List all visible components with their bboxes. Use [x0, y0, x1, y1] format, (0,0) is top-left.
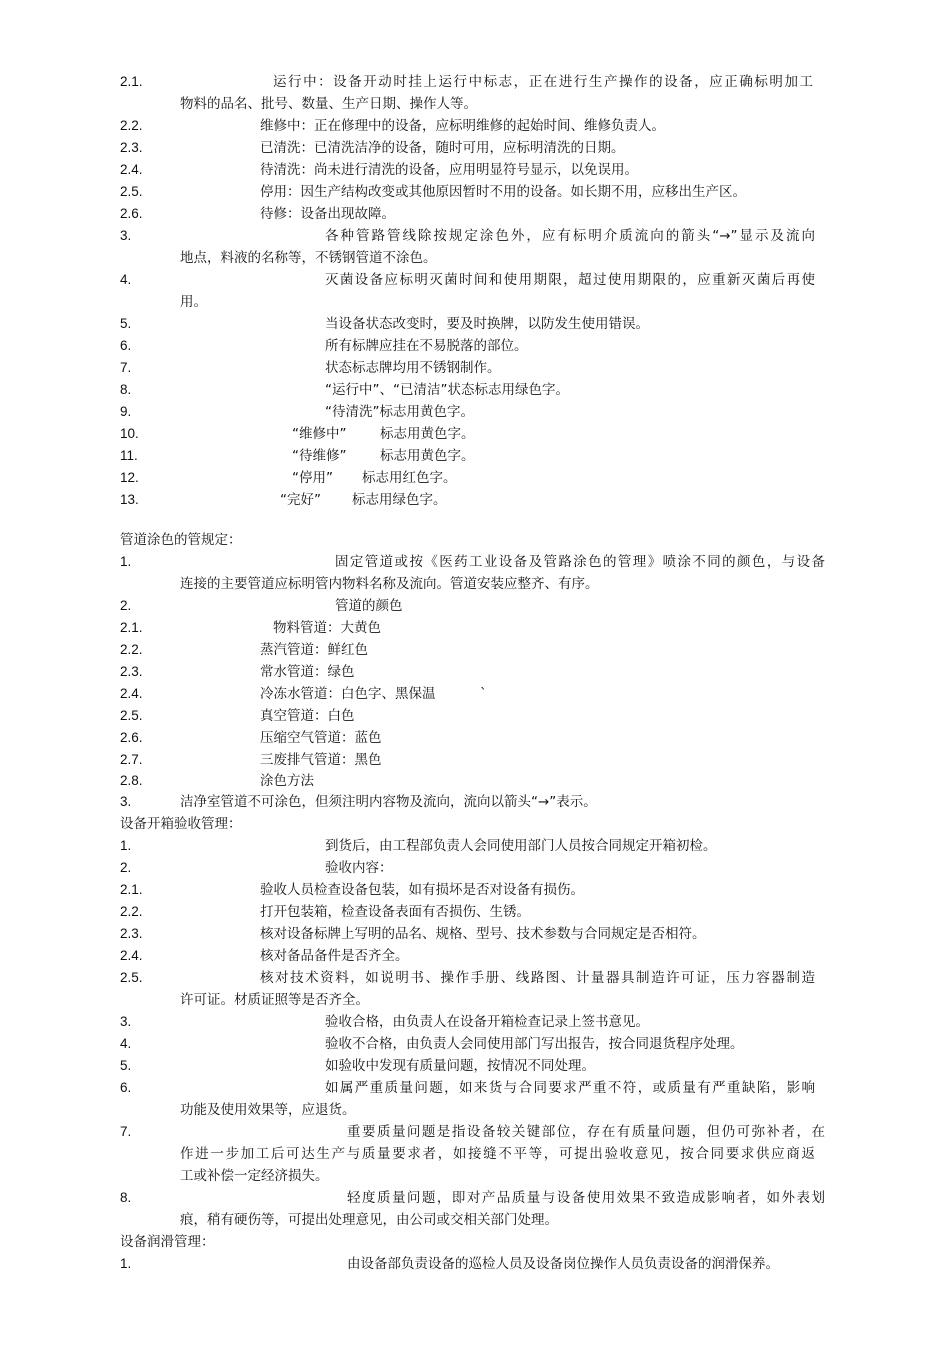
item-text: 轻度质量问题，即对产品质量与设备使用效果不致造成影响者，如外表划: [347, 1190, 825, 1206]
item-number: 8.: [120, 382, 132, 397]
item-text-continued: 许可证。材质证照等是否齐全。: [180, 992, 369, 1008]
section-heading-row: [0, 1232, 950, 1252]
item-number: 1.: [120, 838, 132, 853]
item-text-continued: 功能及使用效果等，应退货。: [180, 1102, 356, 1118]
item-number: 2.2.: [120, 904, 143, 919]
item-number: 2.3.: [120, 926, 143, 941]
item-text: “运行中”、“已清洁”状态标志用绿色字。: [325, 382, 569, 398]
list-item: [0, 380, 950, 400]
item-text: 真空管道：白色: [260, 708, 355, 724]
sign-name: “待维修”: [292, 448, 347, 464]
list-item: [0, 336, 950, 356]
item-number: 2.1.: [120, 620, 143, 635]
item-text: 核对备品备件是否齐全。: [260, 948, 409, 964]
list-item: [0, 1122, 950, 1142]
item-text: 验收合格，由负责人在设备开箱检查记录上签书意见。: [325, 1014, 649, 1030]
list-item: [0, 182, 950, 202]
item-number: 2.1.: [120, 74, 143, 89]
item-text: 三废排气管道：黑色: [260, 752, 382, 768]
list-item: [0, 424, 950, 444]
item-text: 如验收中发现有质量问题，按情况不同处理。: [325, 1058, 595, 1074]
item-text: 重要质量问题是指设备较关键部位，存在有质量问题，但仍可弥补者，在: [347, 1124, 825, 1140]
list-item-continuation: [0, 1166, 950, 1186]
item-number: 11.: [120, 448, 138, 463]
item-number: 10.: [120, 426, 139, 441]
list-item: [0, 728, 950, 748]
sign-name: “停用”: [292, 470, 333, 486]
item-number: 4.: [120, 1036, 132, 1051]
item-text: 验收不合格，由负责人会同使用部门写出报告，按合同退货程序处理。: [325, 1036, 744, 1052]
list-item: [0, 402, 950, 422]
section-heading: 设备润滑管理：: [120, 1234, 215, 1250]
list-item: [0, 358, 950, 378]
item-number: 2.4.: [120, 162, 143, 177]
item-number: 2.5.: [120, 708, 143, 723]
item-number: 2.: [120, 598, 132, 613]
item-number: 1.: [120, 554, 132, 569]
item-number: 2.5.: [120, 970, 143, 985]
list-item: [0, 1254, 950, 1274]
item-text: 由设备部负责设备的巡检人员及设备岗位操作人员负责设备的润滑保养。: [347, 1256, 779, 1272]
item-number: 9.: [120, 404, 132, 419]
list-item-continuation: [0, 1210, 950, 1230]
item-number: 2.2.: [120, 642, 143, 657]
item-text: 蒸汽管道：鲜红色: [260, 642, 368, 658]
list-item: [0, 226, 950, 246]
list-item: [0, 160, 950, 180]
item-text: 已清洗：已清洗洁净的设备，随时可用，应标明清洗的日期。: [260, 140, 625, 156]
sign-name: “完好”: [280, 492, 321, 508]
item-number: 2.3.: [120, 664, 143, 679]
item-number: 7.: [120, 1124, 132, 1139]
item-text: 维修中：正在修理中的设备，应标明维修的起始时间、维修负责人。: [260, 118, 665, 134]
list-item: [0, 946, 950, 966]
stray-mark: `: [480, 686, 487, 702]
item-number: 6.: [120, 1080, 132, 1095]
item-text: 涂色方法: [260, 773, 314, 789]
item-number: 7.: [120, 360, 132, 375]
list-item: [0, 72, 950, 92]
item-text: 状态标志牌均用不锈钢制作。: [325, 360, 501, 376]
item-number: 2.3.: [120, 140, 143, 155]
item-number: 2.4.: [120, 686, 143, 701]
item-number: 3.: [120, 228, 132, 243]
list-item: [0, 858, 950, 878]
item-number: 2.4.: [120, 948, 143, 963]
item-text: 核对技术资料，如说明书、操作手册、线路图、计量器具制造许可证，压力容器制造: [260, 970, 815, 986]
item-number: 2.1.: [120, 882, 143, 897]
item-text: 验收内容：: [325, 860, 393, 876]
item-text-continued: 用。: [180, 294, 207, 310]
list-item-continuation: [0, 292, 950, 312]
item-text: 所有标牌应挂在不易脱落的部位。: [325, 338, 528, 354]
item-text-continued: 作进一步加工后可达生产与质量要求者，如接缝不平等，可提出验收意见，按合同要求供应商返: [180, 1146, 815, 1162]
list-item: [0, 314, 950, 334]
list-item-continuation: [0, 94, 950, 114]
item-number: 12.: [120, 470, 139, 485]
item-text: 常水管道：绿色: [260, 664, 355, 680]
item-text-continued: 地点，料液的名称等，不锈钢管道不涂色。: [180, 250, 437, 266]
item-number: 8.: [120, 1190, 132, 1205]
list-item: [0, 706, 950, 726]
list-item: [0, 1188, 950, 1208]
list-item: [0, 1078, 950, 1098]
list-item: [0, 596, 950, 616]
item-text: 如属严重质量问题，如来货与合同要求严重不符，或质量有严重缺陷，影响: [325, 1080, 815, 1096]
item-number: 5.: [120, 1058, 132, 1073]
list-item: [0, 684, 950, 704]
list-item: [0, 1012, 950, 1032]
item-text: 固定管道或按《医药工业设备及管路涂色的管理》喷涂不同的颜色，与设备: [335, 554, 825, 570]
item-text: 压缩空气管道：蓝色: [260, 730, 382, 746]
item-text: 核对设备标牌上写明的品名、规格、型号、技术参数与合同规定是否相符。: [260, 926, 706, 942]
item-text: 打开包装箱，检查设备表面有否损伤、生锈。: [260, 904, 530, 920]
list-item: [0, 771, 950, 791]
item-number: 5.: [120, 316, 132, 331]
list-item: [0, 880, 950, 900]
item-text: “待清洗”标志用黄色字。: [325, 404, 474, 420]
item-text: 停用：因生产结构改变或其他原因暂时不用的设备。如长期不用，应移出生产区。: [260, 184, 746, 200]
section-heading: 管道涂色的管规定：: [120, 532, 242, 548]
section-heading: 设备开箱验收管理：: [120, 816, 242, 832]
list-item: [0, 662, 950, 682]
item-text: 标志用绿色字。: [352, 492, 447, 508]
list-item: [0, 1056, 950, 1076]
list-item: [0, 836, 950, 856]
list-item: [0, 204, 950, 224]
item-number: 6.: [120, 338, 132, 353]
item-text: 验收人员检查设备包装，如有损坏是否对设备有损伤。: [260, 882, 584, 898]
list-item: [0, 490, 950, 510]
list-item: [0, 1034, 950, 1054]
list-item: [0, 552, 950, 572]
list-item: [0, 924, 950, 944]
list-item: [0, 116, 950, 136]
list-item: [0, 792, 950, 812]
list-item: [0, 270, 950, 290]
item-text: 运行中：设备开动时挂上运行中标志，正在进行生产操作的设备，应正确标明加工: [273, 74, 813, 90]
item-text: 标志用红色字。: [362, 470, 457, 486]
section-heading-row: [0, 814, 950, 834]
item-text: 管道的颜色: [335, 598, 403, 614]
item-text: 当设备状态改变时，要及时换牌，以防发生使用错误。: [325, 316, 649, 332]
list-item-continuation: [0, 990, 950, 1010]
item-text: 标志用黄色字。: [380, 448, 475, 464]
list-item: [0, 446, 950, 466]
item-number: 3.: [120, 794, 132, 809]
list-item-continuation: [0, 1144, 950, 1164]
item-number: 2.2.: [120, 118, 143, 133]
list-item: [0, 618, 950, 638]
item-number: 3.: [120, 1014, 132, 1029]
item-text: 洁净室管道不可涂色，但须注明内容物及流向，流向以箭头“→”表示。: [180, 794, 597, 810]
item-number: 13.: [120, 492, 139, 507]
item-number: 4.: [120, 272, 132, 287]
item-text: 待修：设备出现故障。: [260, 206, 395, 222]
list-item: [0, 640, 950, 660]
list-item: [0, 750, 950, 770]
item-number: 2.8.: [120, 773, 143, 788]
list-item-continuation: [0, 248, 950, 268]
item-text-continued: 物料的品名、批号、数量、生产日期、操作人等。: [180, 96, 477, 112]
item-text: 待清洗：尚未进行清洗的设备，应用明显符号显示，以免误用。: [260, 162, 638, 178]
item-text-continued: 工或补偿一定经济损失。: [180, 1168, 329, 1184]
item-text: 各种管路管线除按规定涂色外，应有标明介质流向的箭头“→”显示及流向: [325, 228, 815, 244]
item-text: 到货后，由工程部负责人会同使用部门人员按合同规定开箱初检。: [325, 838, 717, 854]
section-heading-row: [0, 530, 950, 550]
list-item: [0, 968, 950, 988]
list-item-continuation: [0, 1100, 950, 1120]
list-item: [0, 902, 950, 922]
item-text-continued: 痕，稍有硬伤等，可提出处理意见，由公司或交相关部门处理。: [180, 1212, 558, 1228]
item-number: 2.5.: [120, 184, 143, 199]
item-text: 物料管道：大黄色: [273, 620, 381, 636]
item-text: 标志用黄色字。: [380, 426, 475, 442]
item-number: 2.7.: [120, 752, 143, 767]
item-number: 2.6.: [120, 730, 143, 745]
item-text: 冷冻水管道：白色字、黑保温: [260, 686, 436, 702]
item-text: 灭菌设备应标明灭菌时间和使用期限，超过使用期限的，应重新灭菌后再使: [325, 272, 815, 288]
list-item-continuation: [0, 574, 950, 594]
list-item: [0, 468, 950, 488]
sign-name: “维修中”: [292, 426, 347, 442]
item-number: 2.6.: [120, 206, 143, 221]
list-item: [0, 138, 950, 158]
item-number: 2.: [120, 860, 132, 875]
item-number: 1.: [120, 1256, 132, 1271]
item-text-continued: 连接的主要管道应标明管内物料名称及流向。管道安装应整齐、有序。: [180, 576, 599, 592]
